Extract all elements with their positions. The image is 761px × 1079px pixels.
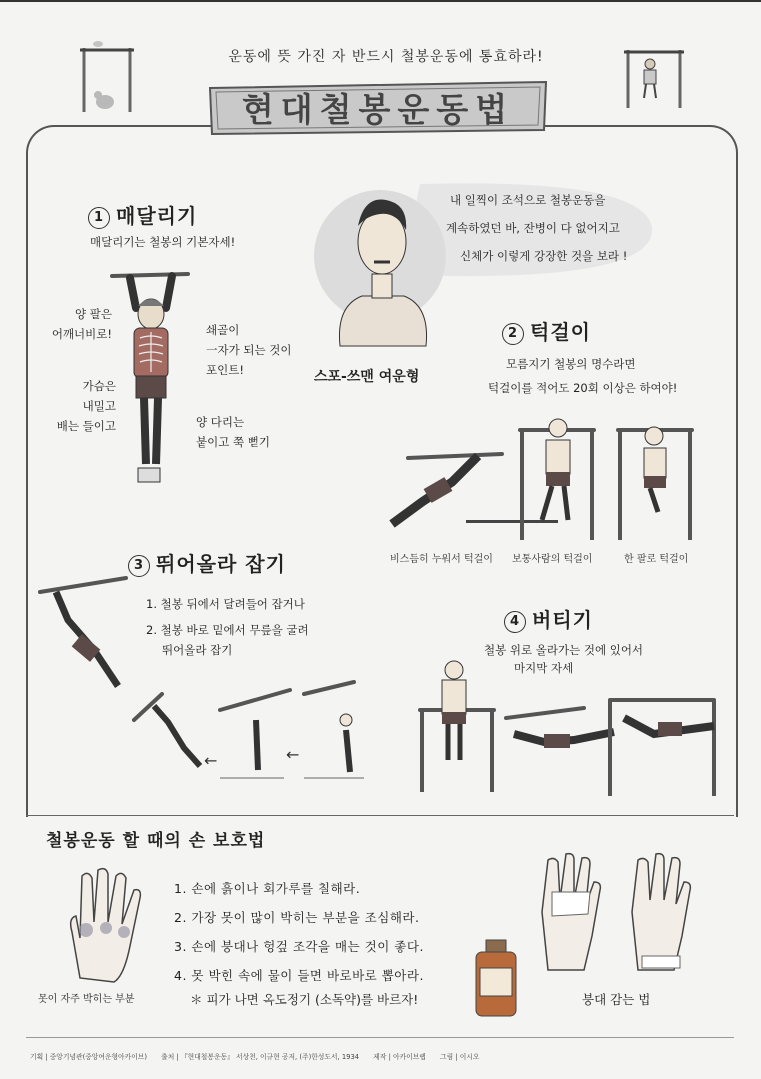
note-chest: 가슴은 내밀고 배는 들이고 bbox=[56, 379, 116, 433]
pullup-caption-2: 보통사람의 턱걸이 bbox=[512, 554, 593, 565]
section-jump-desc-2: 2. 철봉 바로 밑에서 무릎을 굴려 bbox=[146, 623, 309, 637]
section-jump-title: 3 뛰어올라 잡기 bbox=[128, 548, 286, 577]
speech-line: 계속하였던 바, 잔병이 다 없어지고 bbox=[446, 221, 620, 235]
palm-caption: 못이 자주 박히는 부분 bbox=[38, 994, 135, 1005]
section-support-desc-1: 철봉 위로 올라가는 것에 있어서 bbox=[484, 643, 644, 657]
section-pullup-title: 2 턱걸이 bbox=[502, 316, 591, 345]
support-illustrations bbox=[414, 650, 724, 800]
bandage-caption: 붕대 감는 법 bbox=[582, 992, 651, 1007]
section-hang-title: 1 매달리기 bbox=[88, 200, 197, 229]
hand-care-item: 4. 못 박힌 속에 물이 들면 바로바로 뽑아라. bbox=[174, 968, 424, 983]
section-support-desc-2: 마지막 자세 bbox=[514, 661, 574, 675]
portrait-caption: 스포-쓰맨 여운형 bbox=[314, 369, 420, 385]
section-number-badge: 3 bbox=[128, 555, 150, 577]
section-jump-desc-3: 뛰어올라 잡기 bbox=[162, 643, 233, 657]
palm-illustration bbox=[62, 866, 156, 984]
hand-care-list bbox=[174, 874, 424, 990]
hand-care-item: 2. 가장 못이 많이 박히는 부분을 조심해라. bbox=[174, 910, 420, 925]
credit-production: 제작 | 아카이브랩 bbox=[373, 1053, 426, 1061]
bandaged-hands-illustration bbox=[534, 852, 714, 974]
jump-grab-illustrations bbox=[34, 570, 384, 780]
section-pullup-desc-2: 턱걸이를 적어도 20회 이상은 하여야! bbox=[488, 381, 678, 395]
hanging-figure-illustration bbox=[108, 264, 192, 502]
pullup-caption-3: 한 팔로 턱걸이 bbox=[624, 554, 689, 565]
credit-source: 출처 | 『현대철봉운동』 서상천, 이규현 공저, (주)한성도서, 1934 bbox=[161, 1053, 360, 1061]
speech-line: 신체가 이렇게 강장한 것을 보라 ! bbox=[460, 249, 628, 263]
section-divider bbox=[26, 815, 734, 816]
pullup-bar-kid-illustration bbox=[624, 44, 684, 110]
pullup-caption-1: 비스듬히 누워서 턱걸이 bbox=[390, 554, 493, 565]
svg-text:←: ← bbox=[204, 751, 218, 770]
svg-text:←: ← bbox=[286, 745, 300, 764]
section-hang-desc: 매달리기는 철봉의 기본자세! bbox=[90, 235, 236, 249]
iodine-bottle-illustration bbox=[470, 936, 522, 1020]
section-number-badge: 1 bbox=[88, 207, 110, 229]
credit-illustration: 그림 | 이시오 bbox=[440, 1053, 480, 1061]
section-jump-desc-1: 1. 철봉 뒤에서 달려들어 잡거나 bbox=[146, 597, 305, 611]
pullup-illustrations bbox=[382, 412, 722, 542]
footer-divider bbox=[26, 1037, 734, 1038]
pullup-bar-cat-illustration bbox=[78, 38, 136, 116]
credit-planning: 기획 | 중앙기념관(중앙여운형아카이브) bbox=[30, 1053, 147, 1061]
speech-line: 내 일찍이 조석으로 철봉운동을 bbox=[450, 193, 606, 207]
page-subtitle: 운동에 뜻 가진 자 반드시 철봉운동에 통효하라! bbox=[228, 49, 544, 65]
hand-care-item: 1. 손에 흙이나 회가루를 칠해라. bbox=[174, 881, 361, 896]
note-collarbone: 쇄골이 一자가 되는 것이 포인트! bbox=[206, 323, 292, 377]
page-title: 현대철봉운동법 bbox=[241, 90, 515, 129]
note-arms: 양 팔은 어깨너비로! bbox=[51, 307, 112, 341]
section-number-badge: 4 bbox=[504, 611, 526, 633]
note-legs: 양 다리는 붙이고 쭉 뻗기 bbox=[196, 415, 270, 449]
hand-care-item: 3. 손에 붕대나 헝겊 조각을 매는 것이 좋다. bbox=[174, 939, 424, 954]
speech-text bbox=[300, 178, 655, 264]
section-pullup-desc-1: 모름지기 철봉의 명수라면 bbox=[506, 357, 636, 371]
credits bbox=[30, 1051, 492, 1061]
hand-care-tip: ＊ 피가 나면 옥도정기 (소독약)를 바르자! bbox=[190, 992, 419, 1007]
section-number-badge: 2 bbox=[502, 323, 524, 345]
top-rule bbox=[0, 0, 761, 2]
section-support-title: 4 버티기 bbox=[504, 604, 593, 633]
hand-care-title: 철봉운동 할 때의 손 보호법 bbox=[46, 831, 266, 851]
